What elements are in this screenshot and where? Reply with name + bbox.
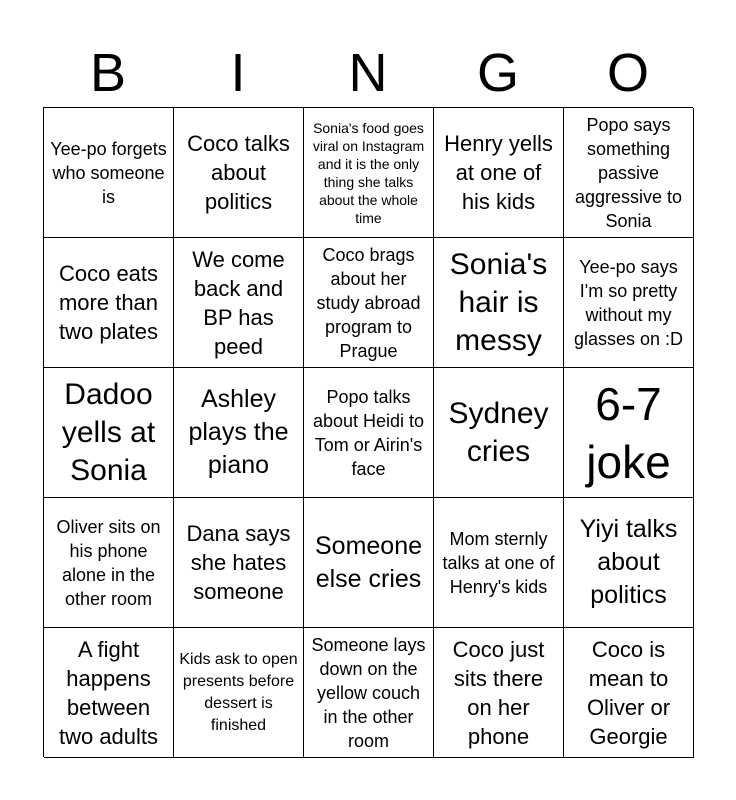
bingo-cell[interactable]: Sydney cries: [434, 368, 564, 498]
bingo-cell[interactable]: Mom sternly talks at one of Henry's kids: [434, 498, 564, 628]
bingo-cell[interactable]: Sonia's hair is messy: [434, 238, 564, 368]
bingo-header: [43, 40, 693, 106]
bingo-cell[interactable]: Coco talks about politics: [174, 108, 304, 238]
header-letter-g: G: [476, 43, 519, 103]
bingo-cell[interactable]: Ashley plays the piano: [174, 368, 304, 498]
bingo-cell[interactable]: 6-7 joke: [564, 368, 694, 498]
bingo-cell[interactable]: Oliver sits on his phone alone in the other room: [44, 498, 174, 628]
bingo-cell[interactable]: Popo says something passive aggressive to Sonia: [564, 108, 694, 238]
bingo-cell[interactable]: Yee-po forgets who someone is: [44, 108, 174, 238]
bingo-card: [43, 107, 693, 757]
bingo-cell[interactable]: Someone else cries: [304, 498, 434, 628]
header-letter-i: I: [230, 43, 246, 103]
bingo-cell[interactable]: Dadoo yells at Sonia: [44, 368, 174, 498]
bingo-cell[interactable]: Yiyi talks about politics: [564, 498, 694, 628]
bingo-cell[interactable]: A fight happens between two adults: [44, 628, 174, 758]
bingo-cell[interactable]: Someone lays down on the yellow couch in the other room: [304, 628, 434, 758]
bingo-cell[interactable]: Kids ask to open presents before dessert is finished: [174, 628, 304, 758]
header-letter-b: B: [89, 43, 127, 103]
bingo-cell[interactable]: Coco brags about her study abroad program to Prague: [304, 238, 434, 368]
bingo-cell[interactable]: Sonia's food goes viral on Instagram and it is the only thing she talks about the whole time: [304, 108, 434, 238]
bingo-cell[interactable]: Popo talks about Heidi to Tom or Airin's face: [304, 368, 434, 498]
bingo-cell[interactable]: Henry yells at one of his kids: [434, 108, 564, 238]
bingo-cell[interactable]: We come back and BP has peed: [174, 238, 304, 368]
bingo-cell[interactable]: Coco is mean to Oliver or Georgie: [564, 628, 694, 758]
bingo-cell[interactable]: Coco eats more than two plates: [44, 238, 174, 368]
header-letter-n: N: [348, 43, 388, 103]
bingo-cell[interactable]: Coco just sits there on her phone: [434, 628, 564, 758]
bingo-cell[interactable]: Yee-po says I'm so pretty without my glasses on :D: [564, 238, 694, 368]
bingo-cell[interactable]: Dana says she hates someone: [174, 498, 304, 628]
header-letter-o: O: [606, 43, 649, 103]
